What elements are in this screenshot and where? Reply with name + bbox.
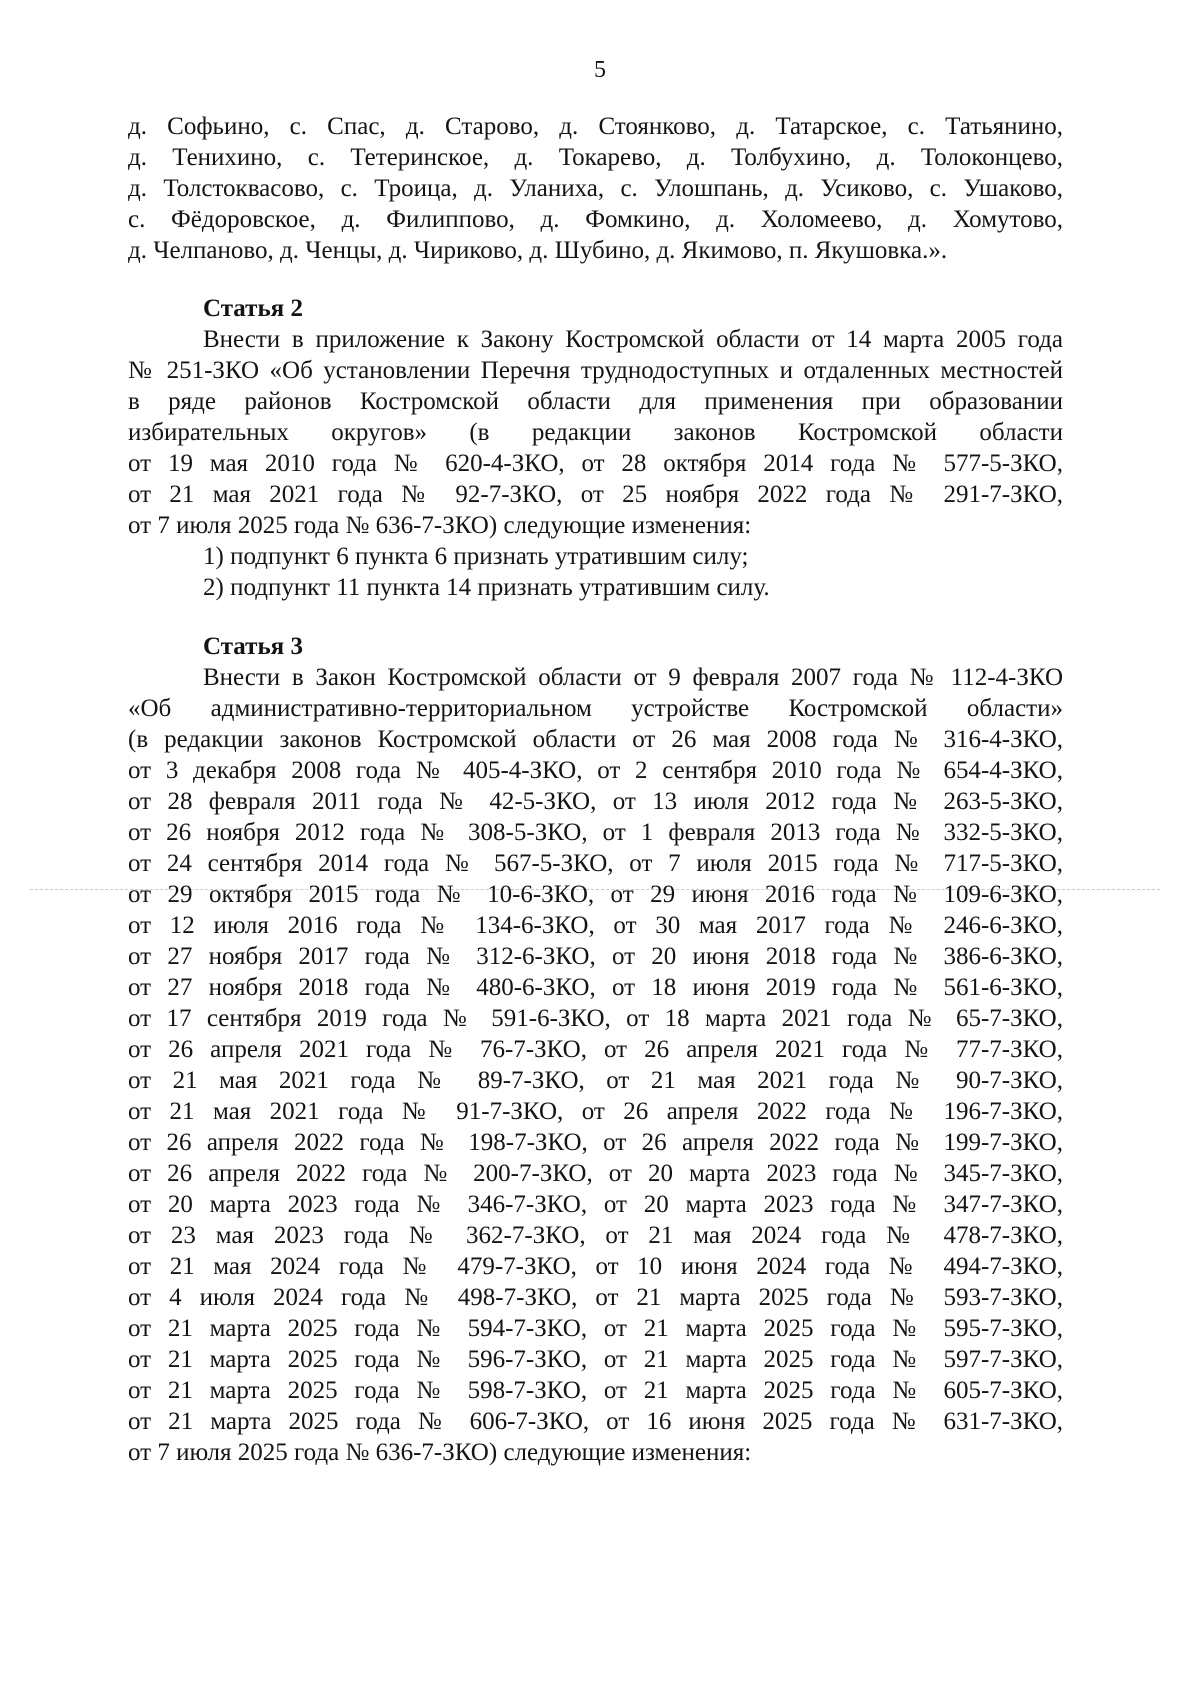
- text-line: д. Толстоквасово, с. Троица, д. Уланиха, с. Улошпань, д. Усиково, с. Ушаково,: [128, 175, 1063, 202]
- text-line: от 7 июля 2025 года № 636-7-ЗКО) следующие изменения:: [128, 1439, 752, 1466]
- text-line: от 26 ноября 2012 года № 308-5-ЗКО, от 1 февраля 2013 года № 332-5-ЗКО,: [128, 819, 1063, 846]
- text-line: от 21 мая 2021 года № 89-7-ЗКО, от 21 мая 2021 года № 90-7-ЗКО,: [128, 1067, 1063, 1094]
- text-line: с. Фёдоровское, д. Филиппово, д. Фомкино, д. Холомеево, д. Хомутово,: [128, 206, 1063, 233]
- article-3-heading: Статья 3: [203, 633, 303, 660]
- text-line: в ряде районов Костромской области для применения при образовании: [128, 388, 1063, 415]
- text-line: от 21 марта 2025 года № 598-7-ЗКО, от 21 марта 2025 года № 605-7-ЗКО,: [128, 1377, 1063, 1404]
- text-line: от 21 мая 2021 года № 91-7-ЗКО, от 26 апреля 2022 года № 196-7-ЗКО,: [128, 1098, 1063, 1125]
- text-line: д. Челпаново, д. Ченцы, д. Чириково, д. Шубино, д. Якимово, п. Якушовка.».: [128, 237, 948, 264]
- text-line: от 24 сентября 2014 года № 567-5-ЗКО, от 7 июля 2015 года № 717-5-ЗКО,: [128, 850, 1063, 877]
- text-line: д. Тенихино, с. Тетеринское, д. Токарево, д. Толбухино, д. Толоконцево,: [128, 144, 1063, 171]
- text-line: от 4 июля 2024 года № 498-7-ЗКО, от 21 марта 2025 года № 593-7-ЗКО,: [128, 1284, 1063, 1311]
- article-2-heading: Статья 2: [203, 295, 303, 322]
- text-line: Внести в Закон Костромской области от 9 февраля 2007 года № 112-4-ЗКО: [203, 664, 1063, 691]
- text-line: от 27 ноября 2017 года № 312-6-ЗКО, от 20 июня 2018 года № 386-6-ЗКО,: [128, 943, 1063, 970]
- text-line: от 3 декабря 2008 года № 405-4-ЗКО, от 2 сентября 2010 года № 654-4-ЗКО,: [128, 757, 1063, 784]
- text-line: от 21 марта 2025 года № 594-7-ЗКО, от 21 марта 2025 года № 595-7-ЗКО,: [128, 1315, 1063, 1342]
- text-line: от 20 марта 2023 года № 346-7-ЗКО, от 20 марта 2023 года № 347-7-ЗКО,: [128, 1191, 1063, 1218]
- article-2-items: [128, 541, 1063, 603]
- text-line: от 21 марта 2025 года № 596-7-ЗКО, от 21 марта 2025 года № 597-7-ЗКО,: [128, 1346, 1063, 1373]
- text-line: от 29 октября 2015 года № 10-6-ЗКО, от 29 июня 2016 года № 109-6-ЗКО,: [128, 881, 1063, 908]
- text-line: от 27 ноября 2018 года № 480-6-ЗКО, от 18 июня 2019 года № 561-6-ЗКО,: [128, 974, 1063, 1001]
- text-line: от 26 апреля 2022 года № 198-7-ЗКО, от 26 апреля 2022 года № 199-7-ЗКО,: [128, 1129, 1063, 1156]
- text-line: избирательных округов» (в редакции законов Костромской области: [128, 419, 1063, 446]
- text-line: Внести в приложение к Закону Костромской области от 14 марта 2005 года: [203, 326, 1063, 353]
- intro-paragraph: [128, 111, 1063, 266]
- article-2: [128, 293, 1063, 603]
- text-line: от 26 апреля 2022 года № 200-7-ЗКО, от 20 марта 2023 года № 345-7-ЗКО,: [128, 1160, 1063, 1187]
- list-item: 1) подпункт 6 пункта 6 признать утратившим силу;: [203, 543, 749, 570]
- text-line: д. Софьино, с. Спас, д. Старово, д. Стоянково, д. Татарское, с. Татьянино,: [128, 113, 1063, 140]
- text-line: от 21 мая 2024 года № 479-7-ЗКО, от 10 июня 2024 года № 494-7-ЗКО,: [128, 1253, 1063, 1280]
- text-line: от 12 июля 2016 года № 134-6-ЗКО, от 30 мая 2017 года № 246-6-ЗКО,: [128, 912, 1063, 939]
- text-line: от 21 марта 2025 года № 606-7-ЗКО, от 16 июня 2025 года № 631-7-ЗКО,: [128, 1408, 1063, 1435]
- article-3: [128, 631, 1063, 1468]
- text-line: от 17 сентября 2019 года № 591-6-ЗКО, от 18 марта 2021 года № 65-7-ЗКО,: [128, 1005, 1063, 1032]
- text-line: (в редакции законов Костромской области от 26 мая 2008 года № 316-4-ЗКО,: [128, 726, 1063, 753]
- text-line: от 7 июля 2025 года № 636-7-ЗКО) следующие изменения:: [128, 512, 752, 539]
- page-number: 5: [594, 57, 606, 83]
- text-line: от 23 мая 2023 года № 362-7-ЗКО, от 21 мая 2024 года № 478-7-ЗКО,: [128, 1222, 1063, 1249]
- text-line: от 21 мая 2021 года № 92-7-ЗКО, от 25 ноября 2022 года № 291-7-ЗКО,: [128, 481, 1063, 508]
- text-line: № 251-ЗКО «Об установлении Перечня труднодоступных и отдаленных местностей: [128, 357, 1063, 384]
- text-line: от 19 мая 2010 года № 620-4-ЗКО, от 28 октября 2014 года № 577-5-ЗКО,: [128, 450, 1063, 477]
- list-item: 2) подпункт 11 пункта 14 признать утратившим силу.: [203, 574, 770, 601]
- document-body: [128, 111, 1063, 1468]
- text-line: «Об административно-территориальном устройстве Костромской области»: [128, 695, 1063, 722]
- text-line: от 28 февраля 2011 года № 42-5-ЗКО, от 13 июля 2012 года № 263-5-ЗКО,: [128, 788, 1063, 815]
- text-line: от 26 апреля 2021 года № 76-7-ЗКО, от 26 апреля 2021 года № 77-7-ЗКО,: [128, 1036, 1063, 1063]
